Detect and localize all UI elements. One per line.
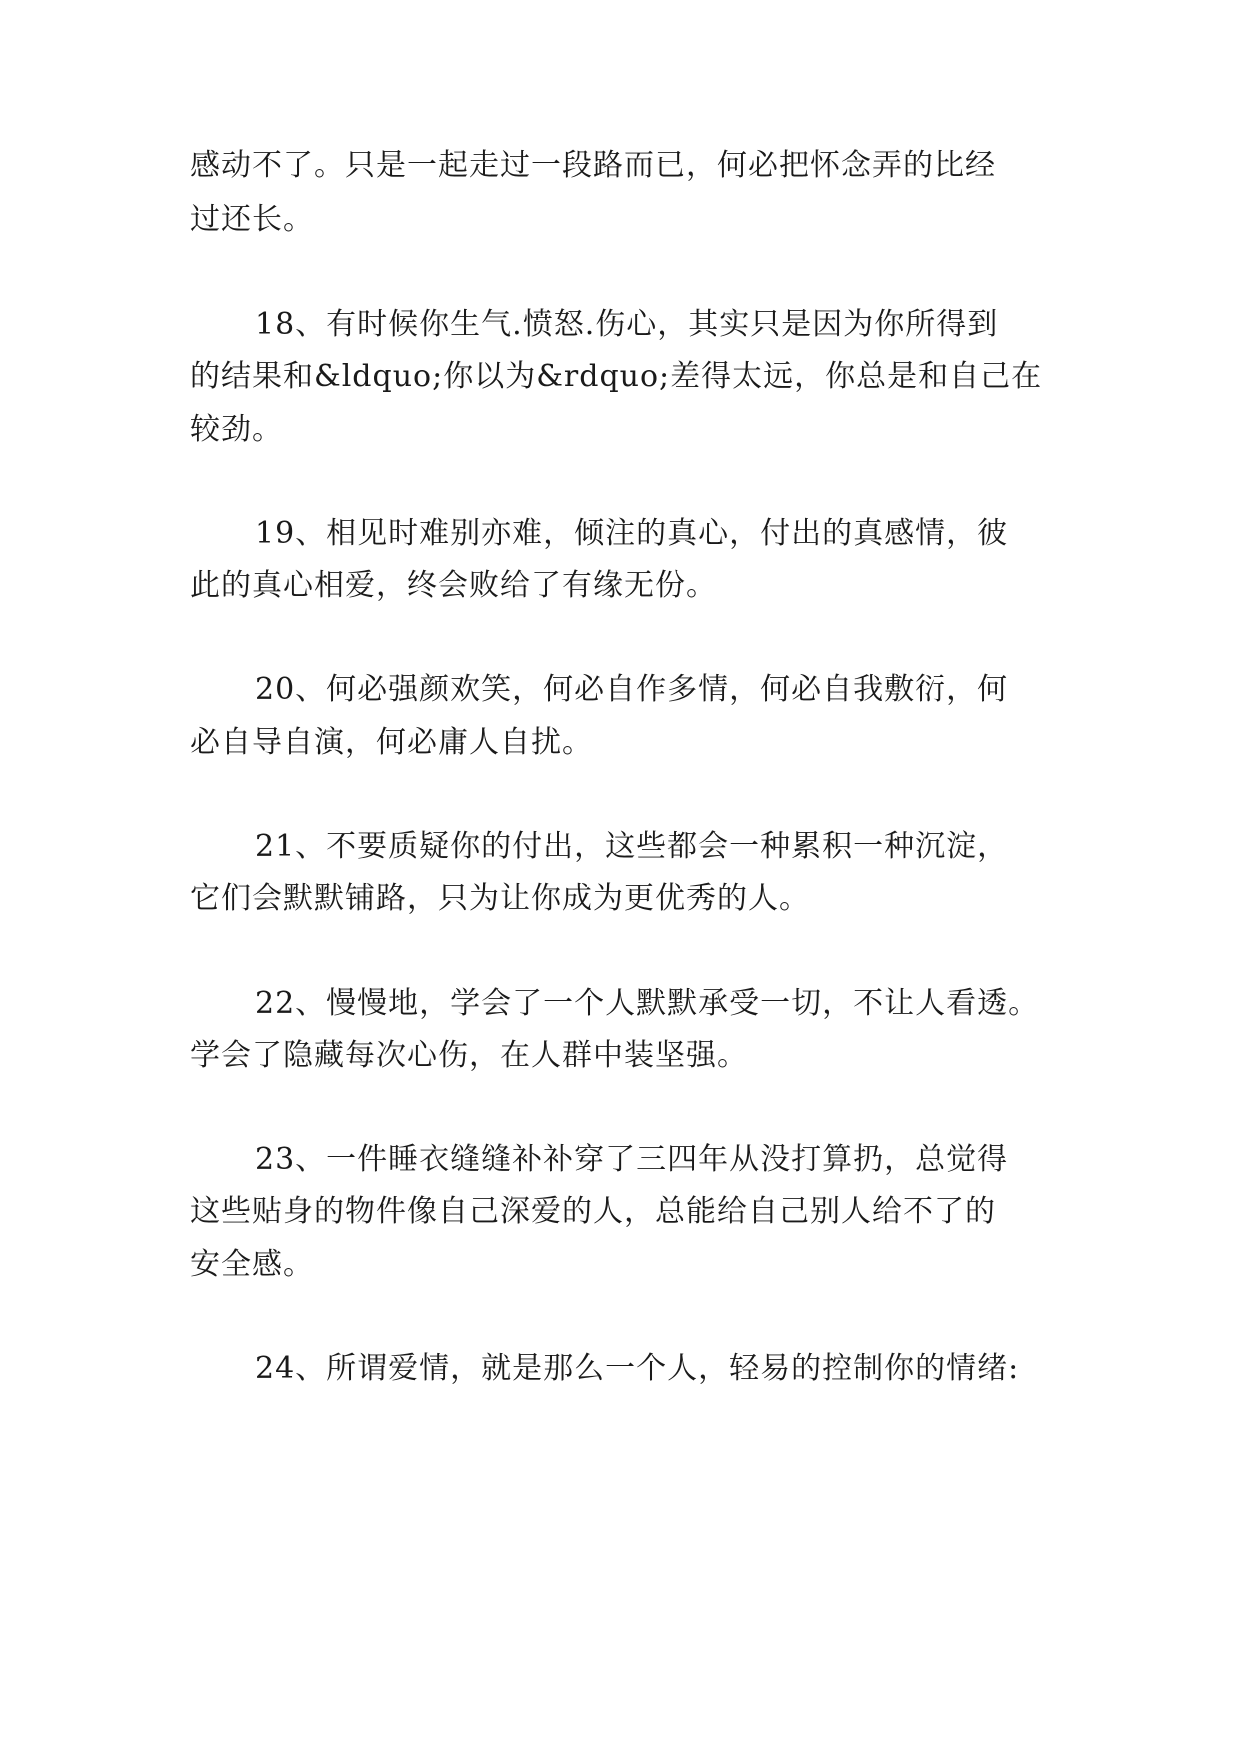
text-line: 安全感。 [190,1247,314,1282]
text-line: 较劲。 [190,412,283,447]
paragraph-19-line-1: 19、相见时难别亦难，倾注的真心，付出的真感情，彼 [255,516,1009,551]
text-line: 的结果和&ldquo;你以为&rdquo;差得太远，你总是和自己在 [190,359,1043,394]
text-line: 过还长。 [190,202,314,237]
text-line: 它们会默默铺路，只为让你成为更优秀的人。 [190,881,810,916]
paragraph-18-line-1: 18、有时候你生气.愤怒.伤心，其实只是因为你所得到 [255,307,999,342]
paragraph-21-line-1: 21、不要质疑你的付出，这些都会一种累积一种沉淀， [255,829,1009,864]
paragraph-24-line-1: 24、所谓爱情，就是那么一个人，轻易的控制你的情绪: [255,1351,1020,1386]
text-line: 感动不了。只是一起走过一段路而已，何必把怀念弄的比经 [190,148,996,183]
paragraph-22-line-1: 22、慢慢地，学会了一个人默默承受一切，不让人看透。 [255,986,1040,1021]
text-line: 学会了隐藏每次心伤，在人群中装坚强。 [190,1038,748,1073]
text-line: 必自导自演，何必庸人自扰。 [190,725,593,760]
text-line: 这些贴身的物件像自己深爱的人，总能给自己别人给不了的 [190,1194,996,1229]
paragraph-23-line-1: 23、一件睡衣缝缝补补穿了三四年从没打算扔，总觉得 [255,1142,1009,1177]
paragraph-20-line-1: 20、何必强颜欢笑，何必自作多情，何必自我敷衍，何 [255,672,1009,707]
text-line: 此的真心相爱，终会败给了有缘无份。 [190,568,717,603]
